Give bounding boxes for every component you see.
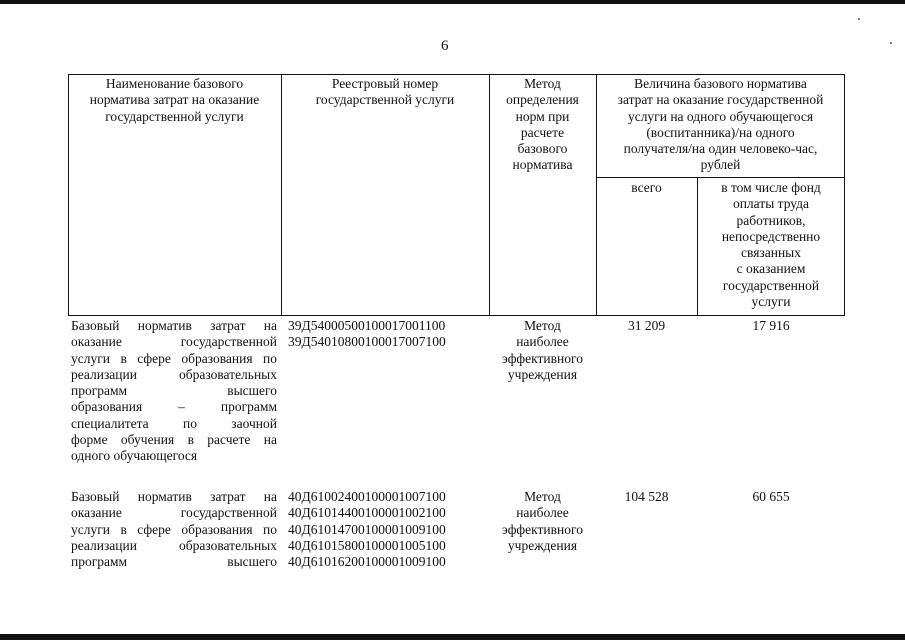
row-1-service-name xyxy=(71,318,277,465)
name-line: реализации образовательных xyxy=(71,366,277,382)
row-1-registry-codes xyxy=(288,318,488,351)
header-line: Реестровый номер xyxy=(331,76,439,91)
table-top-border xyxy=(68,74,845,75)
header-line: в том числе фонд xyxy=(721,180,821,195)
header-line: (воспитанника)/на одного xyxy=(646,124,795,140)
header-line: получателя/на один человеко-час, xyxy=(623,141,818,157)
name-line: программ высшего xyxy=(71,383,277,399)
name-line: Базовый норматив затрат на xyxy=(71,318,277,333)
registry-code: 40Д61002400100001007100 xyxy=(288,489,446,504)
header-base-norm-value xyxy=(596,76,845,174)
header-line: норматива затрат на оказание xyxy=(89,92,260,108)
header-line: с оказанием xyxy=(736,261,806,277)
row-2-total: 104 528 xyxy=(624,489,669,504)
header-service-name xyxy=(70,76,279,125)
row-1-wage-fund: 17 916 xyxy=(752,318,790,333)
subheader-divider xyxy=(596,177,845,178)
header-line: услуги xyxy=(751,294,791,310)
header-line: норм при xyxy=(515,108,570,124)
header-method xyxy=(491,76,594,174)
header-line: связанных xyxy=(741,245,801,261)
row-2-registry-codes xyxy=(288,489,488,570)
row-2-method xyxy=(491,489,594,554)
page-number: 6 xyxy=(441,38,449,54)
name-line: услуги в сфере образования по xyxy=(71,521,277,537)
header-line: государственной услуги xyxy=(105,108,244,124)
header-line: непосредственно xyxy=(721,228,821,244)
method-line: Метод xyxy=(524,489,561,504)
registry-code: 39Д54010800100017007100 xyxy=(288,334,446,350)
name-line: оказание государственной xyxy=(71,505,277,521)
name-line: Базовый норматив затрат на xyxy=(71,489,277,504)
method-line: Метод xyxy=(524,318,561,333)
name-line: специалитета по заочной xyxy=(71,415,277,431)
col-border xyxy=(281,74,282,316)
header-line: работников, xyxy=(736,212,806,228)
method-line: наиболее xyxy=(516,505,569,521)
header-line: государственной xyxy=(722,277,820,293)
header-line: расчете xyxy=(520,124,565,140)
header-line: рублей xyxy=(700,157,741,173)
name-line: оказание государственной xyxy=(71,334,277,350)
registry-code: 39Д54000500100017001100 xyxy=(288,318,446,333)
col-border xyxy=(68,74,69,316)
header-wage-fund xyxy=(699,180,843,310)
row-1-method xyxy=(491,318,594,383)
header-line: Наименование базового xyxy=(105,76,244,91)
registry-code: 40Д61016200100001009100 xyxy=(288,554,446,570)
method-line: учреждения xyxy=(507,537,578,553)
header-registry-number xyxy=(283,76,487,109)
header-line: услуги на одного обучающегося xyxy=(627,108,814,124)
header-line: оплаты труда xyxy=(732,196,810,212)
header-line: государственной услуги xyxy=(315,92,455,108)
method-line: учреждения xyxy=(507,366,578,382)
registry-code: 40Д61014400100001002100 xyxy=(288,505,446,521)
header-bottom-border xyxy=(68,315,845,316)
header-total xyxy=(598,180,695,196)
name-line: форме обучения в расчете на xyxy=(71,432,277,448)
row-2-service-name xyxy=(71,489,277,570)
header-line: определения xyxy=(506,92,579,108)
row-1-total: 31 209 xyxy=(627,318,666,333)
col-border xyxy=(489,74,490,316)
row-2-wage-fund: 60 655 xyxy=(752,489,790,504)
header-line: базового xyxy=(517,141,568,157)
method-line: наиболее xyxy=(516,334,569,350)
header-line: Метод xyxy=(524,76,561,91)
registry-code: 40Д61014700100001009100 xyxy=(288,521,446,537)
header-line: затрат на оказание государственной xyxy=(617,92,824,108)
name-line: одного обучающегося xyxy=(71,448,198,464)
name-line: реализации образовательных xyxy=(71,537,277,553)
method-line: эффективного xyxy=(502,350,583,366)
name-line: услуги в сфере образования по xyxy=(71,350,277,366)
header-line: норматива xyxy=(512,157,573,173)
method-line: эффективного xyxy=(502,521,583,537)
header-line: всего xyxy=(631,180,662,195)
col-border xyxy=(697,177,698,316)
registry-code: 40Д61015800100001005100 xyxy=(288,537,446,553)
header-line: Величина базового норматива xyxy=(634,76,807,91)
name-line: образования – программ xyxy=(71,399,277,415)
name-line: программ высшего xyxy=(71,554,277,570)
